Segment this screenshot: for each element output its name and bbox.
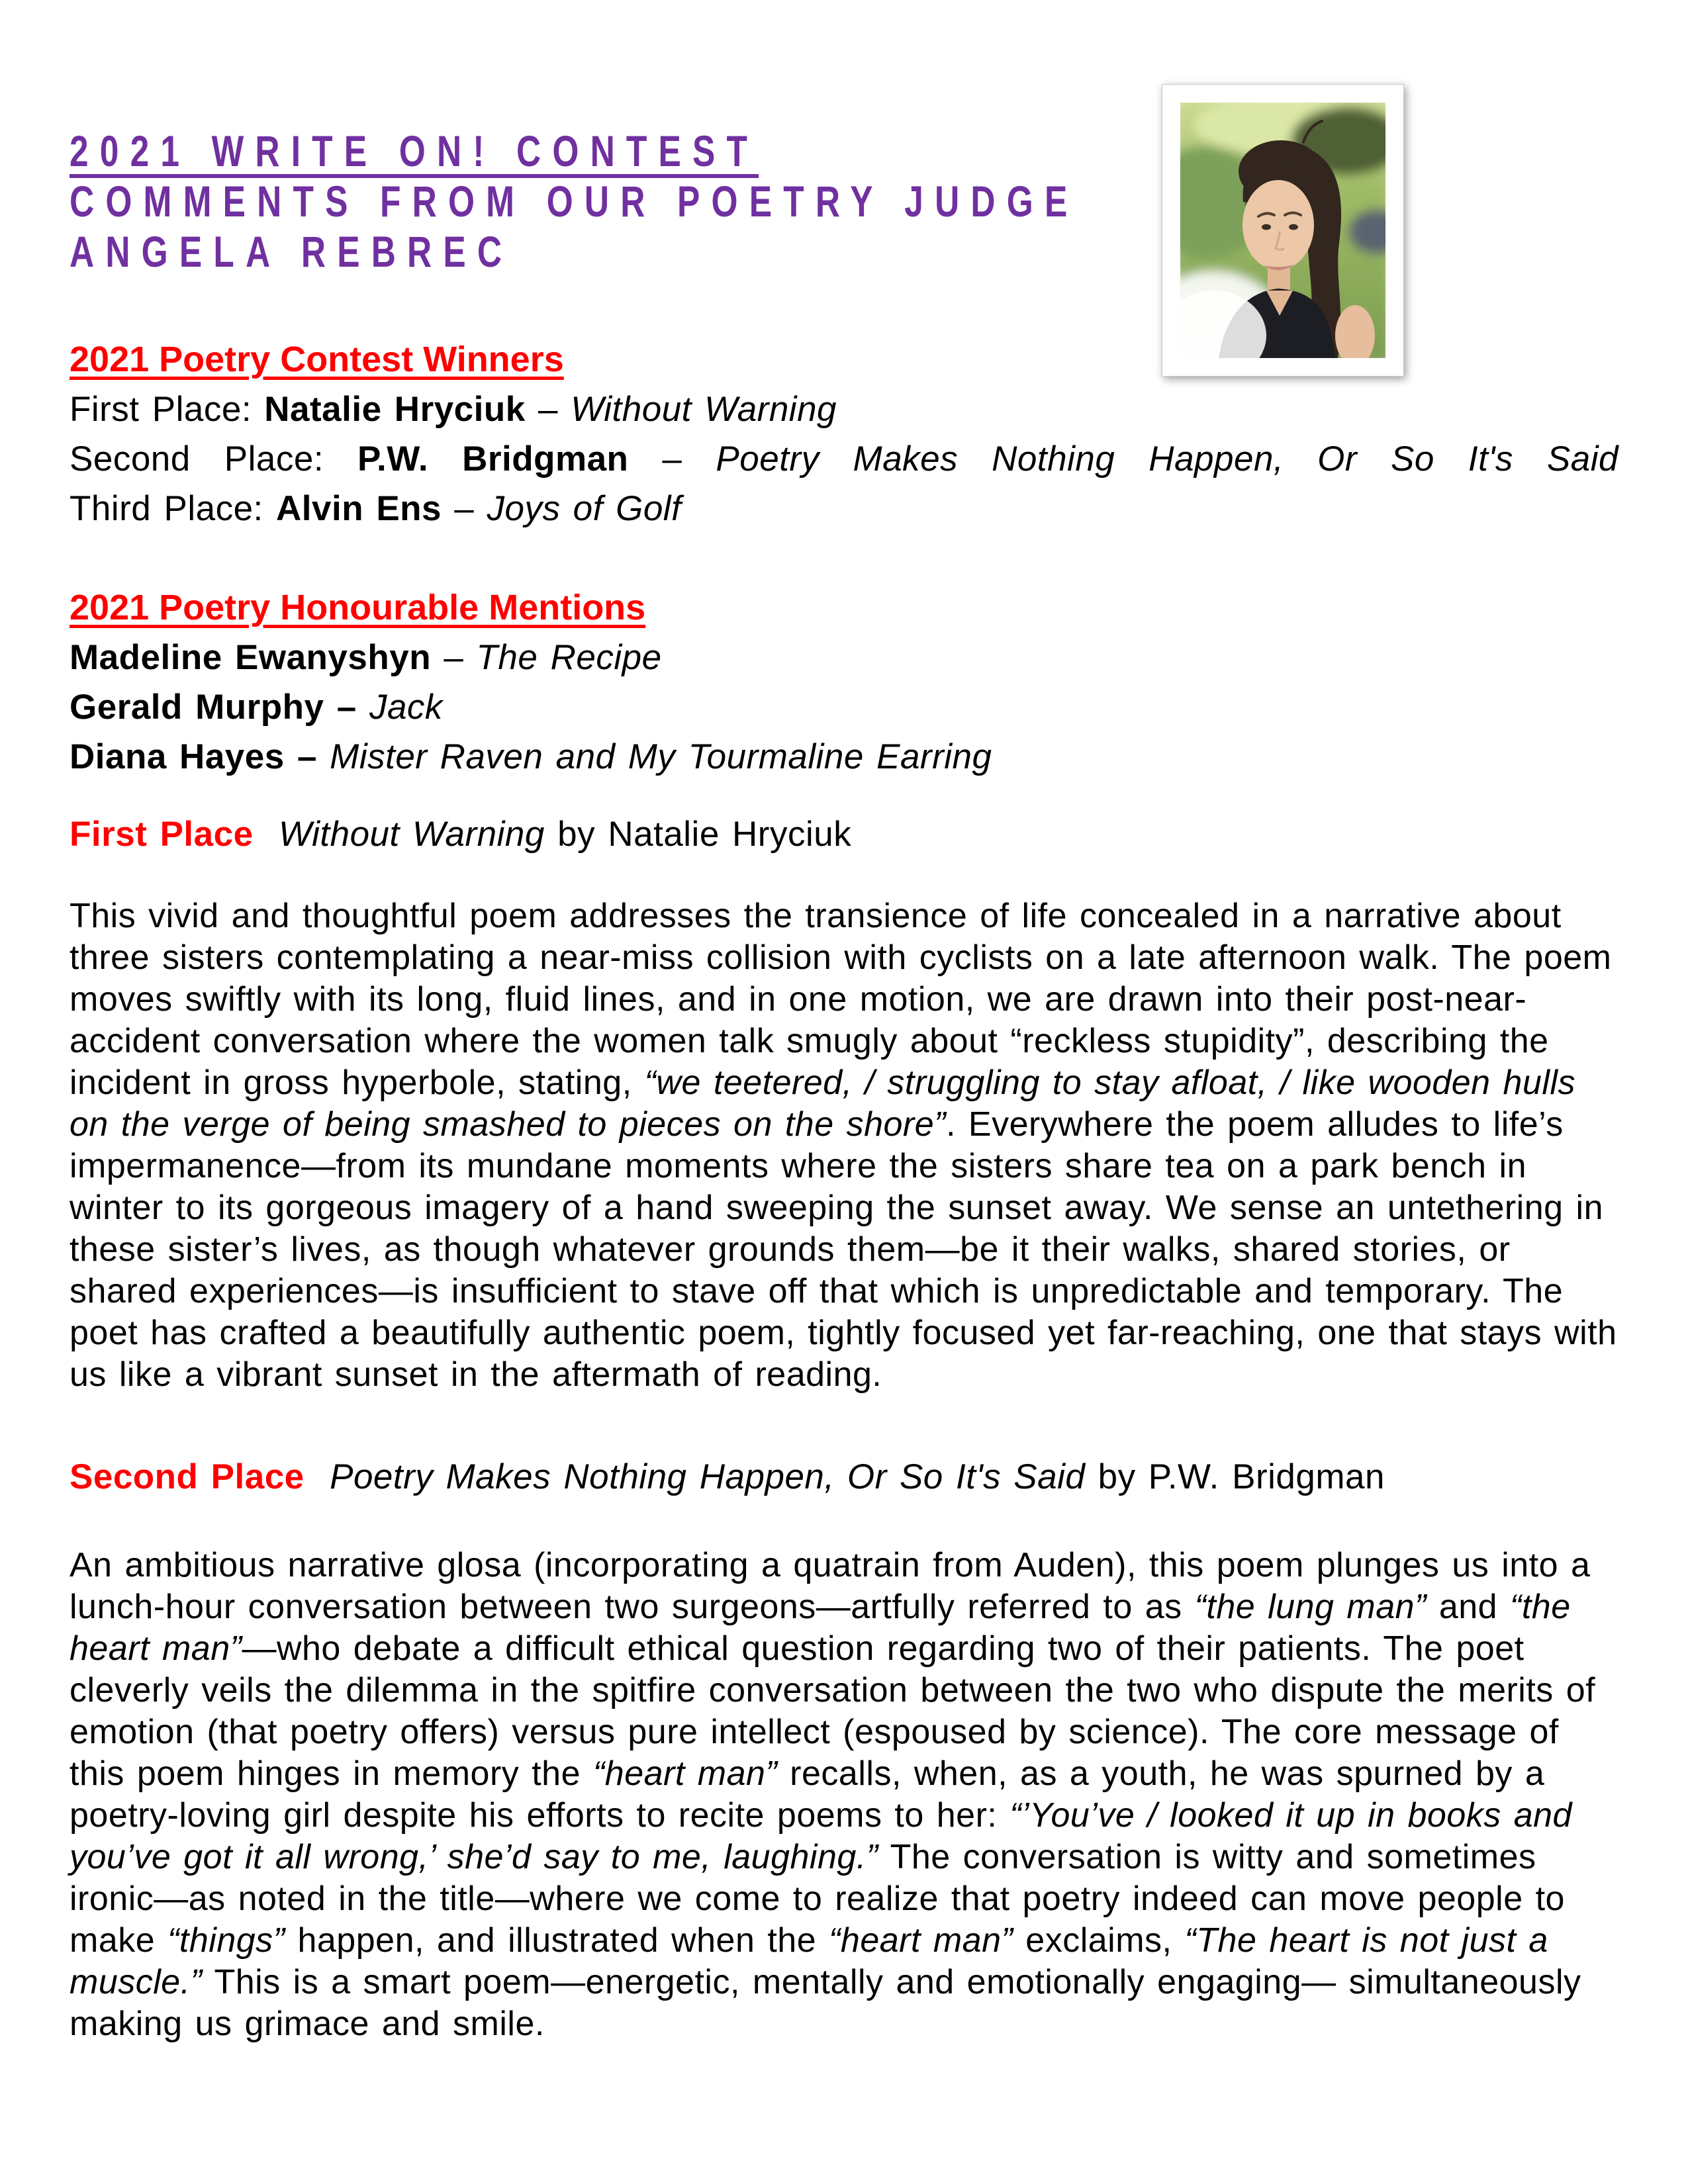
text-segment: The Recipe xyxy=(476,638,662,677)
text-segment: “’You’ve / looked it up in books and you’ve got it all wrong,’ she’d say to me, laughing.” xyxy=(70,1796,1572,1876)
text-segment: P.W. Bridgman xyxy=(357,439,629,478)
text-segment: Alvin Ens xyxy=(276,489,442,528)
text-segment: “the lung man” xyxy=(1194,1588,1427,1626)
text-segment: and xyxy=(1426,1588,1511,1626)
text-segment: Without Warning xyxy=(279,815,545,854)
winner-row-first-place xyxy=(70,385,1618,434)
text-segment: – xyxy=(431,638,477,677)
text-segment: This is a smart poem—energetic, mentally and emotionally engaging— simultaneously making us grimace and smile. xyxy=(70,1963,1581,2043)
text-segment: – xyxy=(628,439,716,478)
text-segment: Second Place xyxy=(70,1457,305,1496)
title-line-judge-name-text: ANGELA REBREC xyxy=(70,227,514,276)
text-segment xyxy=(305,1457,330,1496)
text-segment: Jack xyxy=(369,688,443,727)
text-segment: Madeline Ewanyshyn xyxy=(70,638,432,677)
text-segment: An ambitious narrative glosa (incorporating a quatrain from Auden), this poem plunges us into a lunch-hour conversation between two surgeons—artfully referred to as xyxy=(70,1546,1591,1626)
text-segment: Second Place: xyxy=(70,439,358,478)
text-segment: “heart man” xyxy=(829,1921,1013,1960)
document-title xyxy=(70,126,1618,277)
text-segment: “heart man” xyxy=(592,1754,778,1793)
title-line-contest xyxy=(70,126,1618,176)
text-segment: “things” xyxy=(167,1921,285,1960)
text-segment: – xyxy=(442,489,487,528)
text-segment xyxy=(254,815,279,854)
text-segment: – xyxy=(525,390,571,429)
text-segment: The conversation is witty and sometimes ironic—as noted in the title—where we come to realize that poetry indeed can move people to make xyxy=(70,1838,1565,1960)
text-segment: “the heart man” xyxy=(70,1588,1571,1668)
text-segment: Poetry Makes Nothing Happen, Or So It's Said xyxy=(716,439,1618,478)
text-segment: First Place: xyxy=(70,390,265,429)
title-line-comments-text: COMMENTS FROM OUR POETRY JUDGE xyxy=(70,177,1079,226)
text-segment: —who debate a difficult ethical question regarding two of their patients. The poet cleverly veils the dilemma in the spitfire conversation between the two who dispute the merits of emotion (that poetry offers) versus pure intellect (espoused by science). The core message of this poem hinges in memory the xyxy=(70,1629,1596,1793)
title-line-comments xyxy=(70,176,1618,226)
second-place-review-paragraph xyxy=(70,1545,1618,2045)
title-line-judge-name xyxy=(70,226,1618,277)
text-segment: Natalie Hryciuk xyxy=(264,390,526,429)
text-segment: This vivid and thoughtful poem addresses the transience of life concealed in a narrative about three sisters contemplating a near-miss collision with cyclists on a late afternoon walk. The poem moves swiftly with its long, fluid lines, and in one motion, we are drawn into their post-near-accident conversation where the women talk smugly about “reckless stupidity”, describing the incident in gross hyperbole, stating, xyxy=(70,897,1612,1102)
text-segment: Poetry Makes Nothing Happen, Or So It's Said xyxy=(330,1457,1086,1496)
text-segment: recalls, when, as a youth, he was spurned by a poetry-loving girl despite his efforts to recite poems to her: xyxy=(70,1754,1545,1835)
text-segment: “we teetered, / struggling to stay afloat, / like wooden hulls on the verge of being smashed to pieces on the shore” xyxy=(70,1064,1575,1144)
text-segment: happen, and illustrated when the xyxy=(285,1921,829,1960)
first-place-review-heading xyxy=(70,809,1618,859)
second-place-review-heading xyxy=(70,1452,1618,1502)
mention-row xyxy=(70,732,1618,782)
text-segment: exclaims, xyxy=(1013,1921,1185,1960)
mention-row xyxy=(70,682,1618,732)
winner-row-second-place xyxy=(70,434,1618,484)
text-segment: Gerald Murphy – xyxy=(70,688,369,727)
winner-row-third-place xyxy=(70,484,1618,533)
text-segment: by Natalie Hryciuk xyxy=(544,815,852,854)
first-place-review-paragraph xyxy=(70,895,1618,1396)
text-segment: First Place xyxy=(70,815,254,854)
text-segment: Mister Raven and My Tourmaline Earring xyxy=(330,737,992,776)
text-segment: Joys of Golf xyxy=(487,489,682,528)
text-segment: “The heart is not just a muscle.” xyxy=(70,1921,1548,2001)
title-line-contest-text: 2021 WRITE ON! CONTEST xyxy=(70,126,759,175)
text-segment: by P.W. Bridgman xyxy=(1085,1457,1385,1496)
text-segment: Third Place: xyxy=(70,489,277,528)
mention-row xyxy=(70,633,1618,682)
document-content xyxy=(70,126,1618,2045)
text-segment: Diana Hayes – xyxy=(70,737,330,776)
winners-heading: 2021 Poetry Contest Winners xyxy=(70,340,564,379)
text-segment: . Everywhere the poem alludes to life’s impermanence—from its mundane moments where the sisters share tea on a park bench in winter to its gorgeous imagery of a hand sweeping the sunset away. We sense an untethering in these sister’s lives, as though whatever grounds them—be it their walks, shared stories, or shared experiences—is insufficient to stave off that which is unpredictable and temporary. The poet has crafted a beautifully authentic poem, tightly focused yet far-reaching, one that stays with us like a vibrant sunset in the aftermath of reading. xyxy=(70,1105,1617,1394)
mentions-heading: 2021 Poetry Honourable Mentions xyxy=(70,588,646,627)
text-segment: Without Warning xyxy=(571,390,837,429)
